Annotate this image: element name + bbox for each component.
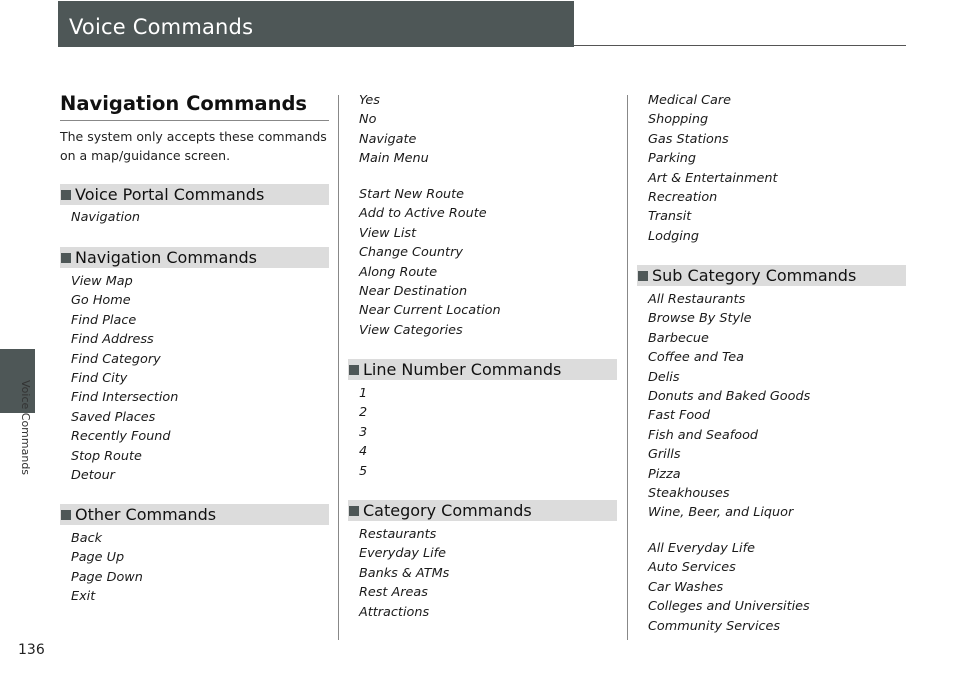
heading-square-icon — [349, 365, 359, 375]
list-item: Transit — [648, 209, 692, 225]
list-item: Main Menu — [359, 151, 429, 167]
list-item: Barbecue — [648, 330, 709, 346]
list-item: 5 — [359, 463, 368, 479]
other-heading — [60, 504, 329, 525]
list-item: Banks & ATMs — [359, 565, 450, 581]
list-item: Auto Services — [648, 560, 736, 576]
list-item: Add to Active Route — [359, 206, 487, 222]
list-item: Fast Food — [648, 408, 711, 424]
other-list — [71, 529, 143, 607]
list-item: Lodging — [648, 228, 699, 244]
list-item: Coffee and Tea — [648, 350, 744, 366]
category-list — [359, 525, 449, 622]
list-item: 1 — [359, 386, 368, 401]
list-item: Find Place — [71, 312, 137, 328]
list-item: View Categories — [359, 322, 463, 338]
list-item: Along Route — [359, 264, 438, 280]
other-heading-text: Other Commands — [75, 505, 217, 524]
page-header-title: Voice Commands — [69, 15, 254, 39]
list-item: Parking — [648, 151, 697, 167]
list-item: Exit — [71, 589, 96, 605]
list-item: Steakhouses — [648, 486, 730, 502]
list-item: Yes — [359, 93, 380, 108]
list-item: Restaurants — [359, 527, 437, 542]
sub-category-heading-text: Sub Category Commands — [652, 266, 857, 285]
list-item: Shopping — [648, 112, 709, 128]
heading-square-icon — [61, 510, 71, 520]
side-tab-label: Voice Commands — [19, 380, 32, 476]
navigation-continued-list-a — [359, 91, 429, 169]
list-item: Donuts and Baked Goods — [648, 389, 811, 405]
heading-square-icon — [638, 271, 648, 281]
heading-square-icon — [349, 506, 359, 516]
list-item: View Map — [71, 274, 133, 289]
navigation-continued-list-b — [359, 185, 501, 340]
list-item: Medical Care — [648, 93, 732, 108]
section-title: Navigation Commands — [60, 92, 308, 115]
list-item: View List — [359, 225, 417, 241]
list-item: Navigate — [359, 131, 417, 147]
voice-portal-heading-text: Voice Portal Commands — [75, 185, 265, 204]
category-heading — [348, 500, 617, 521]
list-item: 3 — [359, 424, 368, 440]
list-item: 2 — [359, 405, 368, 421]
heading-square-icon — [61, 190, 71, 200]
column-divider — [627, 95, 628, 640]
list-item: No — [359, 112, 377, 128]
list-item: All Restaurants — [648, 292, 746, 307]
list-item: Fish and Seafood — [648, 427, 759, 443]
list-item: 4 — [359, 444, 368, 460]
page-number: 136 — [18, 642, 45, 658]
list-item: Find City — [71, 371, 128, 387]
navigation-heading-text: Navigation Commands — [75, 248, 257, 267]
list-item: Find Address — [71, 332, 154, 348]
list-item: Near Current Location — [359, 303, 501, 319]
list-item: Pizza — [648, 466, 681, 482]
list-item: Near Destination — [359, 284, 468, 300]
list-item: Art & Entertainment — [648, 170, 778, 186]
list-item: Everyday Life — [359, 546, 447, 562]
navigation-heading — [60, 247, 329, 268]
list-item: Page Down — [71, 569, 143, 585]
voice-portal-list — [71, 208, 140, 227]
category-continued-list — [648, 91, 778, 246]
list-item: Stop Route — [71, 448, 142, 464]
sub-category-list-b — [648, 539, 810, 636]
section-rule — [60, 120, 329, 121]
heading-square-icon — [61, 253, 71, 263]
line-number-heading — [348, 359, 617, 380]
list-item: Navigation — [71, 210, 141, 225]
list-item: Change Country — [359, 245, 463, 261]
list-item: Page Up — [71, 550, 125, 566]
list-item: Grills — [648, 447, 681, 463]
sub-category-list-a — [648, 290, 810, 523]
list-item: Colleges and Universities — [648, 599, 810, 615]
list-item: Saved Places — [71, 409, 156, 425]
voice-portal-heading — [60, 184, 329, 205]
list-item: Go Home — [71, 293, 131, 309]
list-item: Wine, Beer, and Liquor — [648, 505, 794, 521]
list-item: Delis — [648, 369, 680, 385]
list-item: All Everyday Life — [648, 541, 755, 556]
sub-category-heading — [637, 265, 906, 286]
list-item: Back — [71, 531, 103, 546]
page-header — [58, 1, 574, 47]
header-rule — [574, 45, 906, 46]
list-item: Recreation — [648, 190, 718, 206]
category-heading-text: Category Commands — [363, 501, 532, 520]
navigation-list — [71, 272, 178, 485]
list-item: Detour — [71, 468, 115, 484]
section-intro: The system only accepts these commands on a map/guidance screen. — [60, 129, 327, 163]
list-item: Gas Stations — [648, 131, 729, 147]
list-item: Recently Found — [71, 429, 171, 445]
list-item: Find Intersection — [71, 390, 179, 406]
list-item: Community Services — [648, 618, 781, 634]
list-item: Car Washes — [648, 579, 724, 595]
list-item: Attractions — [359, 604, 430, 620]
list-item: Browse By Style — [648, 311, 752, 327]
list-item: Find Category — [71, 351, 161, 367]
column-divider — [338, 95, 339, 640]
list-item: Rest Areas — [359, 585, 428, 601]
line-number-heading-text: Line Number Commands — [363, 360, 562, 379]
line-number-list — [359, 384, 367, 481]
list-item: Start New Route — [359, 187, 465, 202]
